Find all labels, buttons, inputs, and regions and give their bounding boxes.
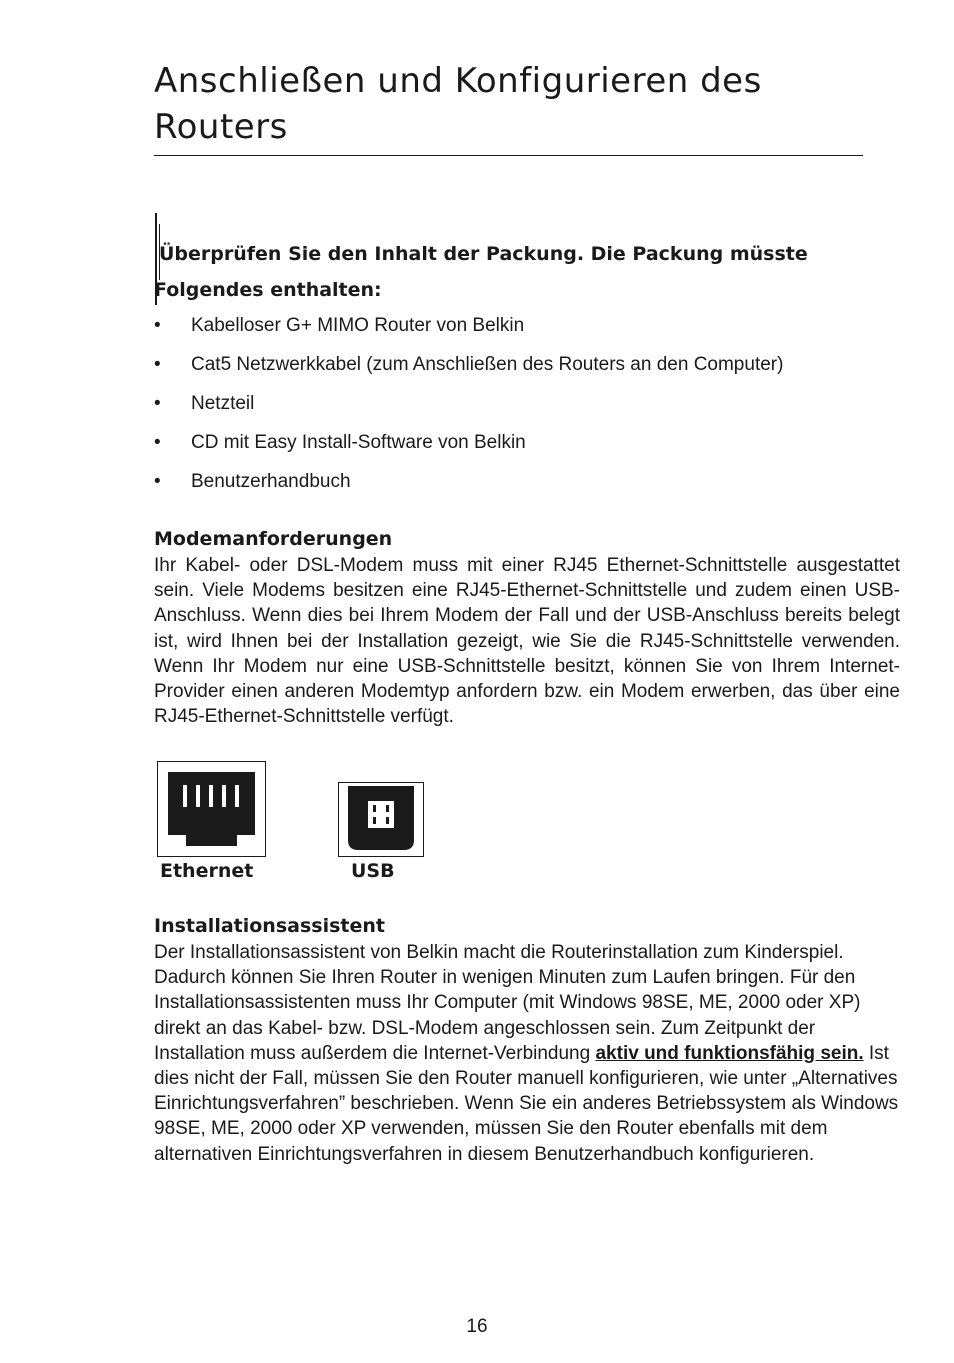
ethernet-port-icon [158, 762, 265, 856]
bullet-marker: • [154, 315, 161, 336]
ethernet-label: Ethernet [160, 860, 254, 882]
package-contents-list [154, 312, 914, 507]
page-number: 16 [466, 1316, 488, 1337]
title-divider [154, 155, 863, 156]
bullet-marker: • [154, 471, 161, 492]
usb-label: USB [351, 860, 395, 882]
usb-port-icon [339, 783, 423, 856]
list-item-text: Netzteil [191, 393, 255, 414]
active-connection-emphasis: aktiv und funktionsfähig sein. [595, 1042, 864, 1064]
usb-port-illustration [338, 782, 424, 857]
list-item [154, 312, 914, 351]
wizard-text-start: Der Installationsassistent von Belkin macht die Routerinstallation zum Kinderspiel. Dadurch können Sie Ihren Router in wenigen Minuten zum Laufen bringen. Für den Installationsassistenten muss Ihr Computer (mit Windows 98SE, ME, 2000 oder XP) direkt an das Kabel- bzw. DSL-Modem angeschlossen sein. Zum Zeitpunkt der Installation muss außerdem die Internet-Verbindung [154, 942, 861, 1064]
list-item [154, 429, 914, 468]
list-item-text: Kabelloser G+ MIMO Router von Belkin [191, 315, 525, 336]
list-item [154, 351, 914, 390]
bullet-marker: • [154, 354, 161, 375]
modem-requirements-heading: Modemanforderungen [154, 528, 393, 550]
bullet-marker: • [154, 393, 161, 414]
list-item [154, 468, 914, 507]
package-contents-intro: Überprüfen Sie den Inhalt der Packung. Die Packung müsste Folgendes enthalten: [154, 243, 808, 301]
list-item [154, 390, 914, 429]
installation-wizard-text [154, 940, 900, 1167]
wizard-text-end: Ist dies nicht der Fall, müssen Sie den Router manuell konfigurieren, wie unter „Alternatives Einrichtungsverfahren” beschrieben. Wenn Sie ein anderes Betriebssystem als Windows 98SE, ME, 2000 oder XP verwenden, müssen Sie den Router ebenfalls mit dem alternativen Einrichtungsverfahren in diesem Benutzerhandbuch konfigurieren. [154, 1042, 899, 1165]
modem-requirements-text: Ihr Kabel- oder DSL-Modem muss mit einer RJ45 Ethernet-Schnittstelle ausgestattet sein. Viele Modems besitzen eine RJ45-Ethernet-Schnittstelle und zudem einen USB-Anschluss. Wenn dies bei Ihrem Modem der Fall und der USB-Anschluss bereits belegt ist, wird Ihnen bei der Installation gezeigt, wie Sie die RJ45-Schnittstelle verwenden. Wenn Ihr Modem nur eine USB-Schnittstelle besitzt, können Sie von Ihrem Internet-Provider einen anderen Modemtyp anfordern bzw. ein Modem erwerben, das über eine RJ45-Ethernet-Schnittstelle verfügt. [154, 555, 900, 728]
ethernet-port-illustration [157, 761, 266, 857]
installation-wizard-heading: Installationsassistent [154, 915, 385, 937]
list-item-text: Cat5 Netzwerkkabel (zum Anschließen des Routers an den Computer) [191, 354, 784, 375]
page-title: Anschließen und Konfigurieren des Routers [154, 61, 762, 147]
list-item-text: CD mit Easy Install-Software von Belkin [191, 432, 526, 453]
list-item-text: Benutzerhandbuch [191, 471, 351, 492]
bullet-marker: • [154, 432, 161, 453]
